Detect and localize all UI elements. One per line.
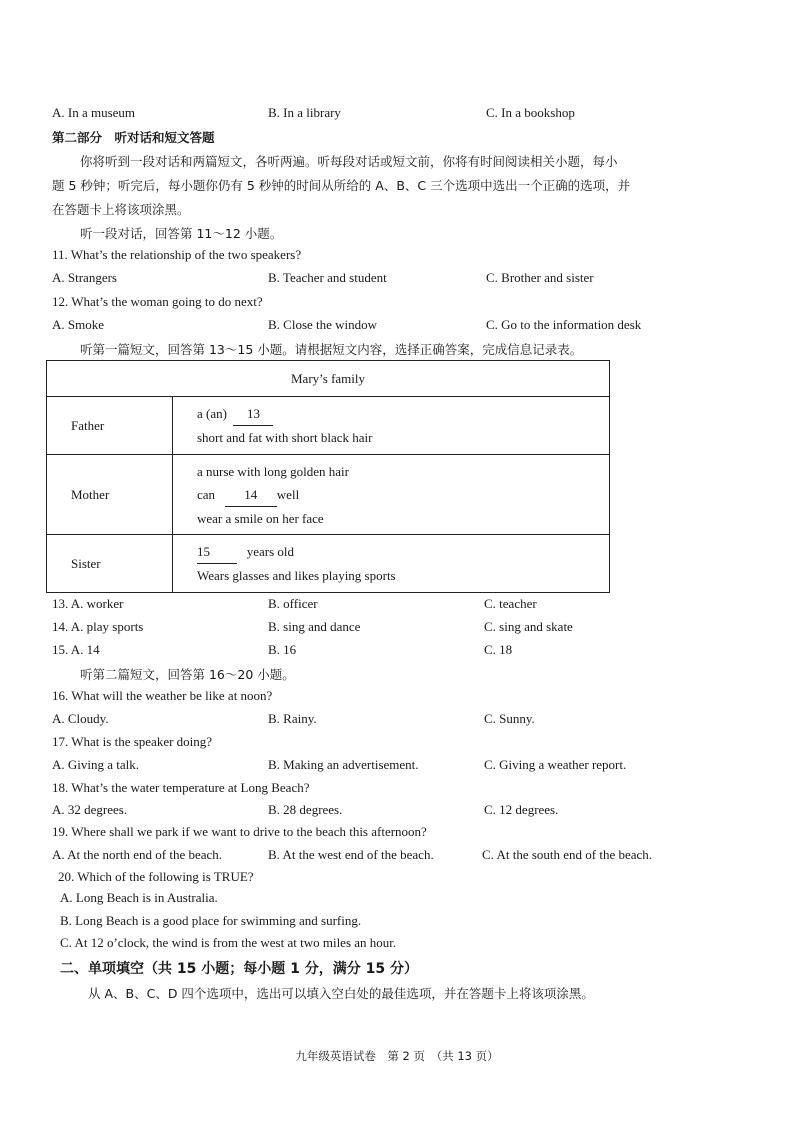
passage1-intro: 听第一篇短文，回答第 13～15 小题。请根据短文内容，选择正确答案，完成信息记录表。 (80, 342, 583, 357)
blank-13: 13 (233, 402, 273, 426)
q20-stem: 20. Which of the following is TRUE? (58, 869, 254, 884)
sister-label: Sister (47, 535, 173, 593)
q12-option-b: B. Close the window (268, 317, 378, 332)
q19-option-a: A. At the north end of the beach. (52, 847, 223, 862)
q11-option-b: B. Teacher and student (268, 270, 387, 285)
father-description: short and fat with short black hair (197, 430, 373, 445)
q16-option-b: B. Rainy. (268, 711, 317, 726)
q18-option-c: C. 12 degrees. (484, 802, 559, 817)
q15-option-c: C. 18 (484, 642, 513, 657)
father-prefix: a (an) (197, 406, 227, 421)
q12-option-a: A. Smoke (52, 317, 104, 332)
q14-option-b: B. sing and dance (268, 619, 361, 634)
part2-title: 二、单项填空（共 15 小题；每小题 1 分，满分 15 分） (60, 961, 418, 977)
mother-label: Mother (47, 455, 173, 535)
q13-option-a: 13. A. worker (52, 596, 124, 611)
q17-stem: 17. What is the speaker doing? (52, 734, 213, 749)
blank-14: 14 (225, 483, 277, 507)
q15-option-a: 15. A. 14 (52, 642, 100, 657)
q19-stem: 19. Where shall we park if we want to drive to the beach this afternoon? (52, 824, 427, 839)
blank-15: 15 (197, 540, 237, 564)
q16-option-a: A. Cloudy. (52, 711, 109, 726)
mother-prefix: can (197, 486, 216, 502)
q11-option-c: C. Brother and sister (486, 270, 594, 285)
mother-info (173, 455, 610, 535)
q19-option-c: C. At the south end of the beach. (482, 847, 653, 862)
q10-option-b: B. In a library (268, 105, 341, 120)
q12-option-c: C. Go to the information desk (486, 317, 642, 332)
section2-title: 第二部分 听对话和短文答题 (52, 130, 215, 145)
dialogue-intro: 听一段对话，回答第 11～12 小题。 (80, 226, 283, 241)
table-title: Mary’s family (47, 361, 610, 397)
q17-option-b: B. Making an advertisement. (268, 757, 419, 772)
q16-option-c: C. Sunny. (484, 711, 535, 726)
mother-line-1: a nurse with long golden hair (197, 463, 349, 479)
q13-option-c: C. teacher (484, 596, 537, 611)
mother-suffix: well (276, 486, 300, 502)
q20-option-c: C. At 12 o’clock, the wind is from the west at two miles an hour. (60, 935, 397, 950)
q17-option-c: C. Giving a weather report. (484, 757, 627, 772)
q14-option-a: 14. A. play sports (52, 619, 144, 634)
passage2-intro: 听第二篇短文，回答第 16～20 小题。 (80, 667, 295, 682)
father-info (173, 397, 610, 455)
q11-option-a: A. Strangers (52, 270, 117, 285)
sister-description: Wears glasses and likes playing sports (197, 568, 396, 583)
q14-option-c: C. sing and skate (484, 619, 573, 634)
mother-line-3: wear a smile on her face (197, 510, 324, 526)
sister-info (173, 535, 610, 593)
q10-option-c: C. In a bookshop (486, 105, 575, 120)
q20-option-a: A. Long Beach is in Australia. (60, 890, 218, 905)
section2-instruction-2: 题 5 秒钟；听完后，每小题你仍有 5 秒钟的时间从所给的 A、B、C 三个选项中选出一个正确的选项，并 (52, 178, 631, 193)
q13-option-b: B. officer (268, 596, 318, 611)
q10-option-a: A. In a museum (52, 105, 136, 120)
section2-instruction-3: 在答题卡上将该项涂黑。 (52, 202, 190, 217)
sister-age-suffix: years old (246, 544, 295, 559)
q19-option-b: B. At the west end of the beach. (268, 847, 434, 862)
q17-option-a: A. Giving a talk. (52, 757, 140, 772)
q18-option-b: B. 28 degrees. (268, 802, 343, 817)
q11-stem: 11. What’s the relationship of the two speakers? (52, 247, 302, 262)
q16-stem: 16. What will the weather be like at noon? (52, 688, 273, 703)
page-footer: 九年级英语试卷 第 2 页 （共 13 页） (295, 1049, 499, 1063)
q12-stem: 12. What’s the woman going to do next? (52, 294, 263, 309)
section2-instruction-1: 你将听到一段对话和两篇短文，各听两遍。听每段对话或短文前，你将有时间阅读相关小题，每小 (80, 154, 618, 169)
father-label: Father (47, 397, 173, 455)
q20-option-b: B. Long Beach is a good place for swimming and surfing. (60, 913, 362, 928)
q15-option-b: B. 16 (268, 642, 297, 657)
q18-option-a: A. 32 degrees. (52, 802, 128, 817)
part2-instruction: 从 A、B、C、D 四个选项中，选出可以填入空白处的最佳选项，并在答题卡上将该项涂黑。 (88, 986, 594, 1001)
marys-family-table (46, 360, 610, 593)
q18-stem: 18. What’s the water temperature at Long Beach? (52, 780, 310, 795)
